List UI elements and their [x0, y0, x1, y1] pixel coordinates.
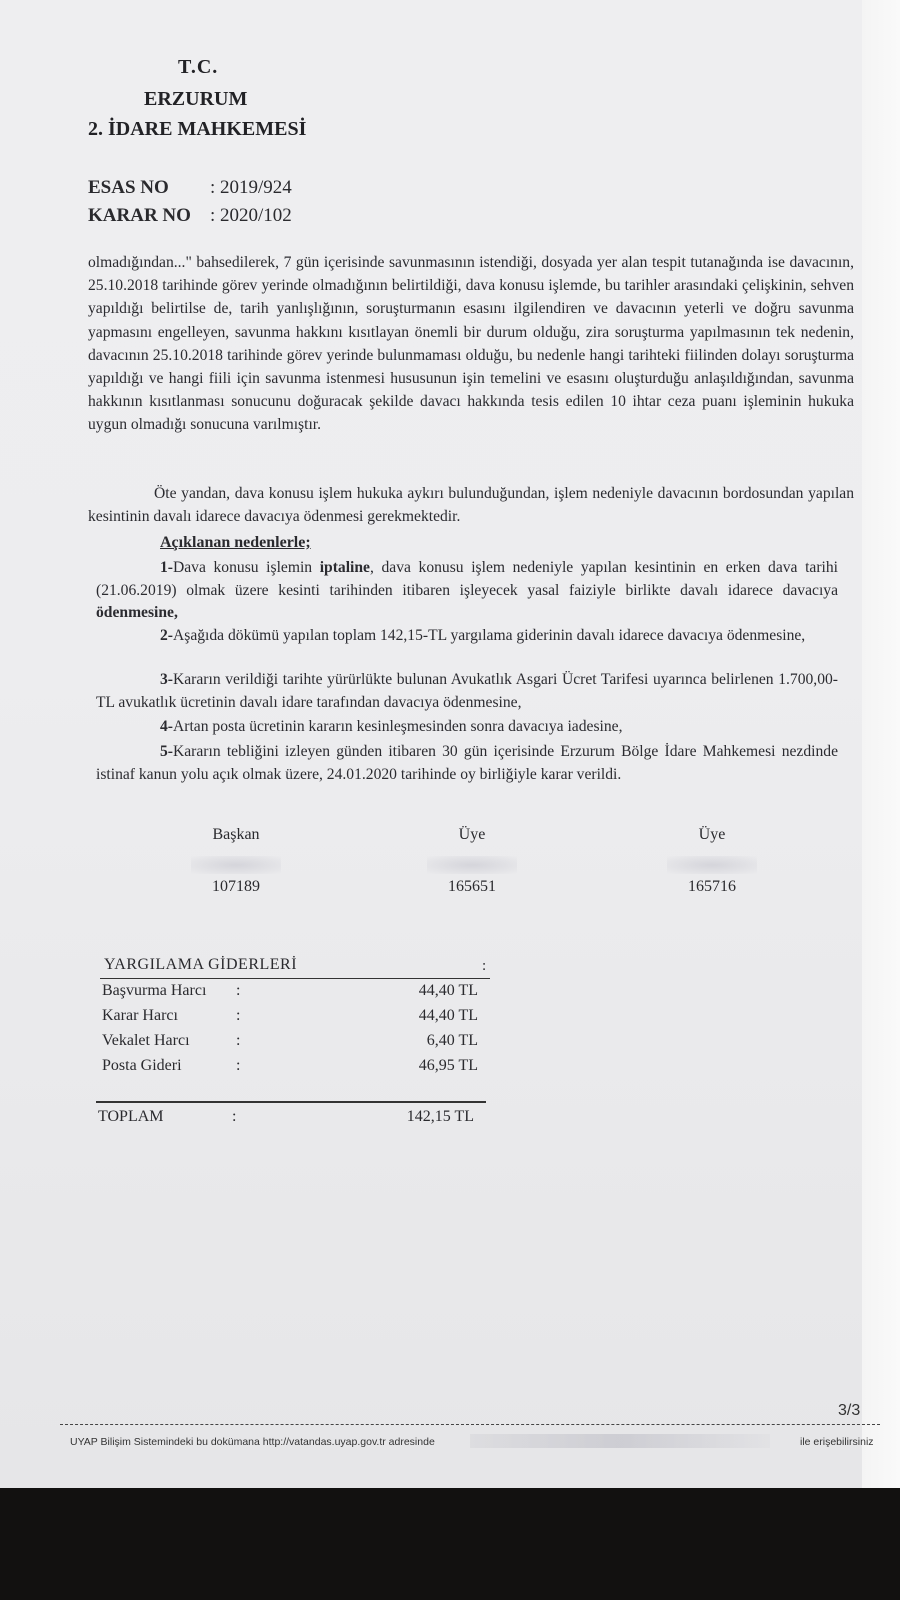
- paragraph-deduction: Öte yandan, dava konusu işlem hukuka aykırı bulunduğundan, işlem nedeniyle davacının bordosundan yapılan kesintinin davalı idarece davacıya ödenmesi gerekmektedir.: [88, 485, 854, 526]
- expense-colon: :: [236, 1007, 241, 1024]
- page-number: 3/3: [838, 1402, 861, 1419]
- expense-row: [102, 1057, 480, 1083]
- expenses-divider: [100, 978, 490, 979]
- item-number: 2-: [160, 627, 173, 644]
- item-text: Kararın verildiği tarihte yürürlükte bulunan Avukatlık Asgari Ücret Tarifesi uyarınca belirlenen 1.700,00-TL avukatlık ücretinin davalı idare tarafından davacıya ödenmesine,: [96, 671, 838, 711]
- signature-number: 107189: [212, 878, 260, 895]
- expense-colon: :: [236, 1032, 241, 1049]
- signature-member-2: [652, 826, 772, 896]
- item-text: Kararın tebliğini izleyen günden itibaren 30 gün içerisinde Erzurum Bölge İdare Mahkemesi nezdinde istinaf kanun yolu açık olmak üzere, 24.01.2020 tarihinde oy birliğiyle karar verildi.: [96, 743, 838, 783]
- item-text: Dava konusu işlemin: [173, 559, 320, 576]
- judgment-item-4: [96, 716, 838, 739]
- signature-title: Üye: [458, 826, 486, 843]
- signature-chair: [176, 826, 296, 896]
- judgment-heading: Açıklanan nedenlerle;: [160, 534, 311, 551]
- total-divider: [96, 1101, 486, 1103]
- total-label: TOPLAM: [98, 1108, 164, 1125]
- header-city: ERZURUM: [144, 88, 248, 110]
- paragraph-reasoning: olmadığından..." bahsedilerek, 7 gün içerisinde savunmasının istendiği, dosyada yer alan tespit tutanağında ise davacının, 25.10.2018 tarihinde görev yerinde olmadığının belirtildiği, dava konusu işlemde, bu tarihler arasındaki çelişkinin, sehven yapıldığı belirtilse de, tarih yanlışlığının, soruşturmanın esasını ilgilendiren ve davacının yeterli ve doğru savunma yapmasını engelleyen, savunma hakkını kısıtlayan önemli bir durum olduğu, zira soruşturma yapılmasının tek nedenin, davacının 25.10.2018 tarihinde görev yerinde bulunmaması olduğu, bu nedenle hangi tarihteki fiilinden dolayı soruşturma yapıldığı ve hangi fiili için savunma istenmesi hususunun işin temelini ve esasını oluşturduğu anlaşıldığından, savunma hakkının kısıtlanması sonucunu doğuracak şekilde davacı hakkında tesis edilen 10 ihtar ceza puanı işleminin hukuka uygun olmadığı sonucuna varılmıştır.: [88, 254, 854, 434]
- expenses-title: YARGILAMA GİDERLERİ: [104, 956, 298, 973]
- redacted-signature: [667, 856, 757, 874]
- item-text: Artan posta ücretinin kararın kesinleşmesinden sonra davacıya iadesine,: [173, 718, 623, 735]
- judgment-item-5: [96, 741, 838, 786]
- item-text: , dava konusu işlem nedeniyle yapılan kesintinin en erken dava tarihi (21.06.2019) olmak üzere kesinti tarihinden itibaren işleyecek yasal faiziyle birlikte davalı idarece davacıya: [96, 559, 839, 599]
- signature-number: 165716: [688, 878, 736, 895]
- case-info: [88, 177, 292, 233]
- signature-title: Üye: [698, 826, 726, 843]
- expense-amount: 46,95 TL: [418, 1057, 478, 1074]
- expense-colon: :: [236, 1057, 241, 1074]
- expense-row: [102, 1007, 480, 1033]
- esas-value: : 2019/924: [210, 177, 292, 198]
- judgment-item-2: [96, 625, 838, 648]
- expense-amount: 6,40 TL: [426, 1032, 478, 1049]
- signature-title: Başkan: [212, 826, 260, 843]
- expense-colon: :: [236, 982, 241, 999]
- expense-name: Başvurma Harcı: [102, 982, 207, 999]
- item-number: 1-: [160, 559, 173, 576]
- expense-row: [102, 982, 480, 1008]
- item-emphasis: ödenmesine,: [96, 604, 178, 621]
- expense-name: Karar Harcı: [102, 1007, 178, 1024]
- page-edge: [862, 0, 900, 1488]
- item-number: 4-: [160, 718, 173, 735]
- total-amount: 142,15 TL: [406, 1108, 474, 1125]
- expense-amount: 44,40 TL: [418, 1007, 478, 1024]
- expense-name: Posta Gideri: [102, 1057, 182, 1074]
- karar-label: KARAR NO: [88, 205, 191, 226]
- expense-total-row: [98, 1108, 476, 1134]
- footer-divider: [60, 1424, 880, 1425]
- total-colon: :: [232, 1108, 237, 1125]
- item-number: 5-: [160, 743, 173, 760]
- header-court: 2. İDARE MAHKEMESİ: [88, 118, 307, 140]
- signature-number: 165651: [448, 878, 496, 895]
- footer-text-end: ile erişebilirsiniz: [800, 1436, 874, 1448]
- expenses-title-colon: :: [482, 958, 487, 974]
- esas-label: ESAS NO: [88, 177, 169, 198]
- karar-value: : 2020/102: [210, 205, 292, 226]
- signature-member-1: [412, 826, 532, 896]
- item-emphasis: iptaline: [319, 559, 370, 576]
- redacted-signature: [191, 856, 281, 874]
- judgment-item-1: [96, 557, 838, 625]
- esas-row: [88, 177, 292, 205]
- karar-row: [88, 205, 292, 233]
- expense-row: [102, 1032, 480, 1058]
- header-tc: T.C.: [178, 56, 219, 78]
- redacted-code: [470, 1434, 770, 1448]
- judgment-item-3: [96, 669, 838, 714]
- item-text: Aşağıda dökümü yapılan toplam 142,15-TL yargılama giderinin davalı idarece davacıya ödenmesine,: [173, 627, 806, 644]
- item-number: 3-: [160, 671, 173, 688]
- expense-amount: 44,40 TL: [418, 982, 478, 999]
- footer-text: UYAP Bilişim Sistemindeki bu dokümana http://vatandas.uyap.gov.tr adresinde: [70, 1436, 435, 1448]
- redacted-signature: [427, 856, 517, 874]
- expense-name: Vekalet Harcı: [102, 1032, 190, 1049]
